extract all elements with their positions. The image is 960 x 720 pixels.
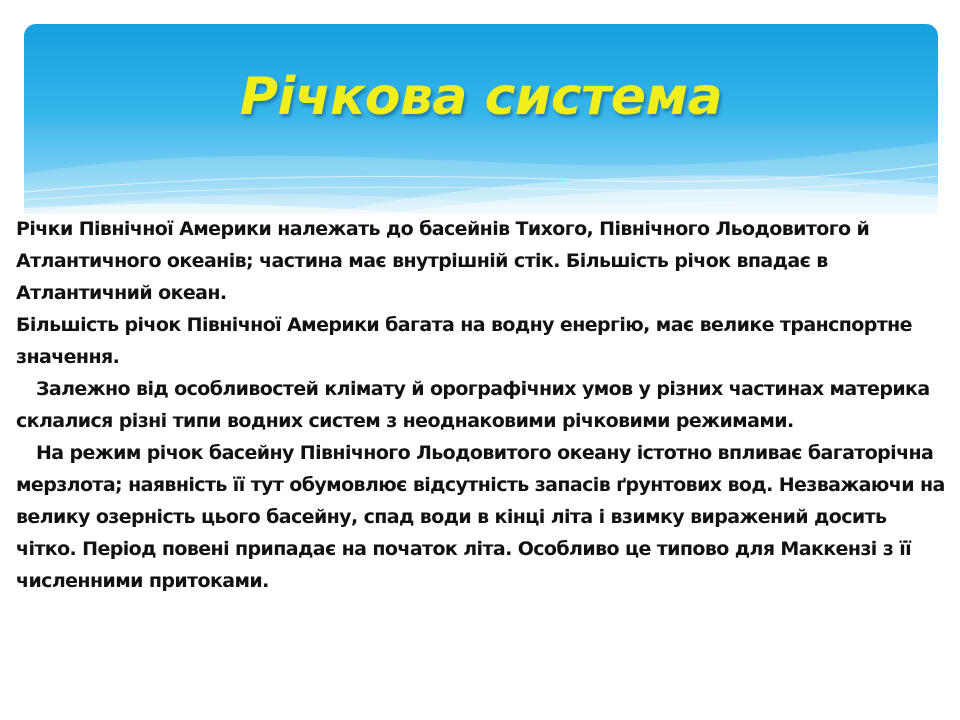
paragraph: Більшість річок Північної Америки багата на водну енергію, має велике транспортне значення. (16, 314, 912, 368)
slide-body (16, 213, 946, 597)
paragraph: Річки Північної Америки належать до басейнів Тихого, Північного Льодовитого й Атлантичного океанів; частина має внутрішній стік. Більшість річок впадає в Атлантичний океан. (16, 218, 870, 304)
paragraph: Залежно від особливостей клімату й орографічних умов у різних частинах материка склалися різні типи водних систем з неоднаковими річковими режимами. (16, 378, 930, 432)
paragraph: На режим річок басейну Північного Льодовитого океану істотно впливає багаторічна мерзлота; наявність її тут обумовлює відсутність запасів ґрунтових вод. Незважаючи на велику озерність цього басейну, спад води в кінці літа і взимку виражений досить чітко. Період повені припадає на початок літа. Особливо це типово для Маккензі з її численними притоками. (16, 442, 945, 592)
slide-title: Річкова система (239, 67, 723, 127)
